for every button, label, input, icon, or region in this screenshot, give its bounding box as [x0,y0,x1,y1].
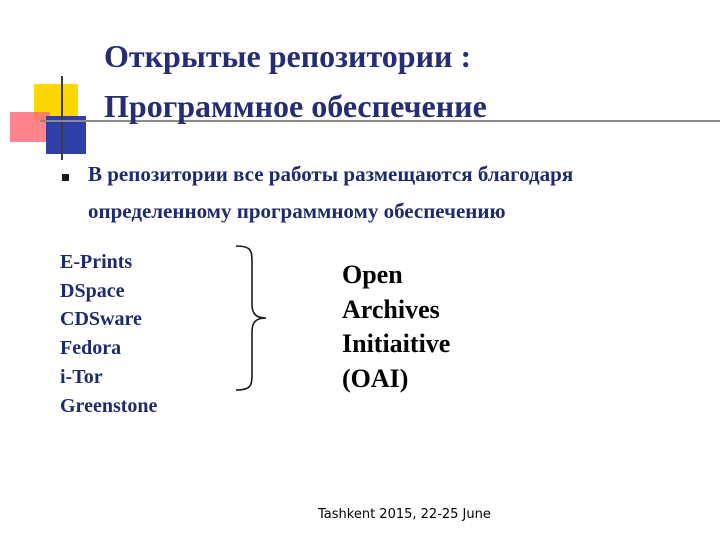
software-list [60,248,157,420]
bullet-text-line-2: определенному программному обеспечению [88,199,506,223]
slide-title-line-1: Открытые репозитории : [104,38,472,74]
decorative-vertical-line [61,76,63,160]
bullet-text-line-1: В репозитории все работы размещаются благодаря [88,162,574,186]
oai-line-4: (OAI) [342,363,409,393]
oai-line-1: Open [342,260,403,289]
software-item: CDSware [60,308,142,331]
square-bullet-icon [62,174,69,181]
oai-line-3: Initiaitive [342,329,451,358]
slide-title-line-2: Программное обеспечение [104,88,487,124]
footer-caption: Tashkent 2015, 22-25 June [318,507,491,522]
decorative-red-square [10,112,50,142]
right-curly-brace-icon [232,244,272,392]
software-item: Fedora [60,337,122,360]
software-item: Greenstone [60,394,158,417]
software-item: DSpace [60,279,125,302]
oai-line-2: Archives [342,294,440,324]
software-item: E-Prints [60,251,133,273]
software-item: i-Tor [60,365,103,388]
oai-block [342,258,450,396]
